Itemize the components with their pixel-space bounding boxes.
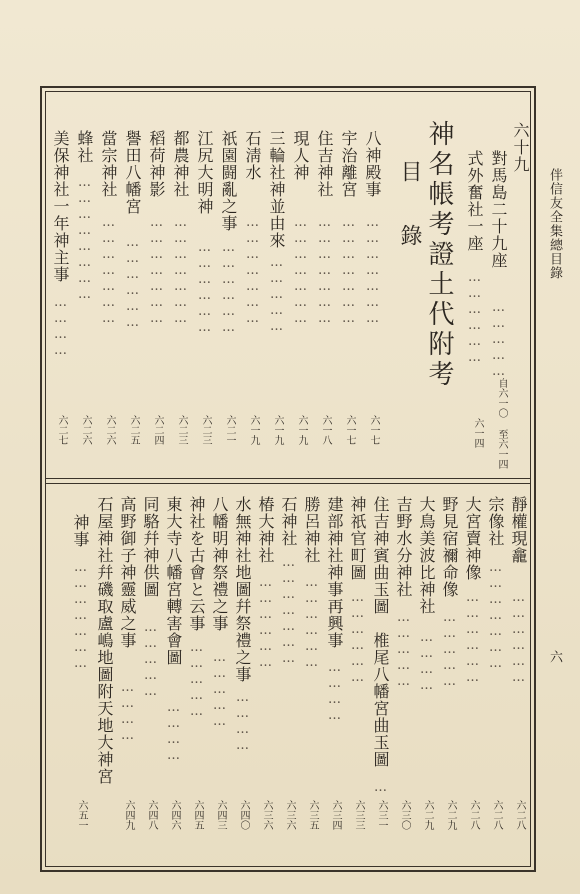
dot-leader: …………… bbox=[491, 300, 506, 380]
toc-entry-title: 譽田八幡宮 bbox=[123, 130, 142, 215]
toc-entry-page: 六二九 bbox=[445, 800, 456, 830]
dot-leader: ………… bbox=[419, 630, 434, 694]
toc-entry-title: 都農神社 bbox=[171, 130, 190, 198]
toc-line: 六十九 bbox=[511, 122, 530, 173]
toc-entry-title: 宗像社 bbox=[486, 496, 505, 547]
toc-entry-title: 三輪社神並由來 bbox=[267, 130, 286, 249]
dot-leader: ……………… bbox=[511, 590, 526, 686]
toc-entry-title: 石屋神社幷磯取盧嶋地圖附天地大神宮 bbox=[95, 496, 114, 785]
dot-leader: ………………… bbox=[101, 215, 116, 327]
toc-entry-title: 高野御子神靈威之事 bbox=[118, 496, 137, 649]
toc-entry-page: 六二八 bbox=[491, 800, 502, 830]
toc-entry-page: 六四三 bbox=[215, 800, 226, 830]
toc-entry-title: 同駱幷神供圖 bbox=[141, 496, 160, 598]
dot-leader: …………… bbox=[269, 255, 284, 335]
dot-leader: ………… bbox=[53, 295, 68, 359]
toc-entry-page: 六二六 bbox=[104, 415, 115, 445]
toc-entry-title: 宇治離宮 bbox=[339, 130, 358, 198]
toc-entry-title: 祇園闘亂之事 bbox=[219, 130, 238, 232]
dot-leader: ……………… bbox=[197, 240, 212, 336]
dot-leader: …………… bbox=[396, 610, 411, 690]
toc-entry-title: 住吉神社 bbox=[315, 130, 334, 198]
toc-entry-title: 式外奮社一座 bbox=[465, 150, 484, 252]
toc-entry-page: 六二八 bbox=[468, 800, 479, 830]
toc-entry-page: 六一七 bbox=[368, 415, 379, 445]
dot-leader: ……………… bbox=[125, 235, 140, 331]
toc-entry-title: 大鳥美波比神社 bbox=[417, 496, 436, 615]
toc-entry-page: 六四〇 bbox=[238, 800, 249, 830]
toc-entry-page: 六一八 bbox=[320, 415, 331, 445]
dot-leader: ………………… bbox=[365, 215, 380, 327]
toc-entry-title: 稻荷神影 bbox=[147, 130, 166, 198]
section-divider bbox=[45, 478, 531, 484]
toc-entry-page: 六二九 bbox=[422, 800, 433, 830]
toc-entry-title: 住吉神賓曲玉圖 椎尾八幡宮曲玉圖 bbox=[371, 496, 390, 768]
toc-entry-page: 自六一〇 至六一四 bbox=[496, 378, 507, 469]
dot-leader: ……………… bbox=[221, 240, 236, 336]
toc-entry-page: 六三〇 bbox=[399, 800, 410, 830]
toc-entry-page: 六三六 bbox=[261, 800, 272, 830]
toc-entry-page: 六三四 bbox=[330, 800, 341, 830]
toc-entry-page: 六二五 bbox=[128, 415, 139, 445]
dot-leader: ……………… bbox=[304, 575, 319, 671]
section-title: 神名帳考證土代附考 bbox=[424, 120, 454, 390]
toc-entry-page: 六二三 bbox=[200, 415, 211, 445]
toc-entry-page: 六四六 bbox=[169, 800, 180, 830]
toc-entry-title: 東大寺八幡宮轉害會圖 bbox=[164, 496, 183, 666]
toc-entry-title: 水無神社地圖幷祭禮之事 bbox=[233, 496, 252, 683]
dot-leader: ………………… bbox=[488, 560, 503, 672]
toc-entry-title: 現人神 bbox=[291, 130, 310, 181]
dot-leader: ………… bbox=[235, 690, 250, 754]
toc-entry-page: 六三三 bbox=[353, 800, 364, 830]
toc-entry-page: 六二三 bbox=[176, 415, 187, 445]
dot-leader: ………………… bbox=[245, 215, 260, 327]
dot-leader: …………… bbox=[442, 610, 457, 690]
toc-entry-title: 椿大神社 bbox=[256, 496, 275, 564]
dot-leader: ……………… bbox=[465, 590, 480, 686]
toc-entry-page: 六四九 bbox=[123, 800, 134, 830]
mokuroku-heading: 目 錄 bbox=[397, 160, 422, 256]
toc-entry-page: 六一九 bbox=[296, 415, 307, 445]
dot-leader: ………………… bbox=[317, 215, 332, 327]
toc-entry-title: 吉野水分神社 bbox=[394, 496, 413, 598]
toc-entry-title: 大宮賣神像 bbox=[463, 496, 482, 581]
toc-entry-title: 八幡明神祭禮之事 bbox=[210, 496, 229, 632]
dot-leader: ………………… bbox=[293, 215, 308, 327]
toc-entry-title: 石神社 bbox=[279, 496, 298, 547]
dot-leader: …………… bbox=[189, 640, 204, 720]
dot-leader: ………… bbox=[166, 700, 181, 764]
toc-entry-title: 神社を古會と云事 bbox=[187, 496, 206, 632]
toc-entry-title: 野見宿禰命像 bbox=[440, 496, 459, 598]
toc-entry-title: 勝呂神社 bbox=[302, 496, 321, 564]
toc-entry-title: 靜權現龕 bbox=[509, 496, 528, 564]
dot-leader: ………………… bbox=[281, 555, 296, 667]
dot-leader: ……………… bbox=[258, 575, 273, 671]
dot-leader: …………… bbox=[143, 620, 158, 700]
dot-leader: …………………… bbox=[77, 175, 92, 303]
toc-entry-title: 石淸水 bbox=[243, 130, 262, 181]
running-title: 伴信友全集總目錄 bbox=[547, 168, 562, 280]
toc-entry-page: 六三一 bbox=[376, 800, 387, 830]
toc-entry-title: 八神殿事 bbox=[363, 130, 382, 198]
toc-entry-title: 當宗神社 bbox=[99, 130, 118, 198]
toc-entry-page: 六二一 bbox=[224, 415, 235, 445]
toc-entry-page: 六二七 bbox=[56, 415, 67, 445]
dot-leader: ………………… bbox=[341, 215, 356, 327]
dot-leader: ……………… bbox=[467, 270, 482, 366]
dot-leader: ………………… bbox=[149, 215, 164, 327]
toc-entry-title: 神祇官町圖 bbox=[348, 496, 367, 581]
toc-entry-page: 六五一 bbox=[76, 800, 87, 830]
dot-leader: ……………… bbox=[350, 590, 365, 686]
toc-entry-page: 六二四 bbox=[152, 415, 163, 445]
toc-entry-title: 神事 bbox=[71, 514, 90, 548]
toc-entry-title: 對馬島二十九座 bbox=[489, 150, 508, 269]
toc-entry-title: 美保神社一年神主事 bbox=[51, 130, 70, 283]
toc-entry-page: 六一七 bbox=[344, 415, 355, 445]
dot-leader: ………………… bbox=[173, 215, 188, 327]
toc-entry-page: 六四八 bbox=[146, 800, 157, 830]
toc-entry-page: 六三五 bbox=[307, 800, 318, 830]
dot-leader: ………… bbox=[120, 680, 135, 744]
toc-entry-page: 六一九 bbox=[248, 415, 259, 445]
toc-entry-page: 六四五 bbox=[192, 800, 203, 830]
toc-entry-title: 江尻大明神 bbox=[195, 130, 214, 215]
toc-entry-title: 建部神社神事再興事 bbox=[325, 496, 344, 649]
toc-entry-page: 六三六 bbox=[284, 800, 295, 830]
toc-entry-page: 六一四 bbox=[472, 418, 483, 448]
toc-entry-title: 蜂社 bbox=[75, 130, 94, 164]
toc-entry-page: 六二八 bbox=[514, 800, 525, 830]
dot-leader: … bbox=[373, 780, 388, 796]
dot-leader: …………… bbox=[212, 650, 227, 730]
page-number: 六 bbox=[547, 650, 562, 664]
dot-leader: ………………… bbox=[73, 560, 88, 672]
toc-entry-page: 六一九 bbox=[272, 415, 283, 445]
toc-entry-page: 六二六 bbox=[80, 415, 91, 445]
dot-leader: ………… bbox=[327, 660, 342, 724]
